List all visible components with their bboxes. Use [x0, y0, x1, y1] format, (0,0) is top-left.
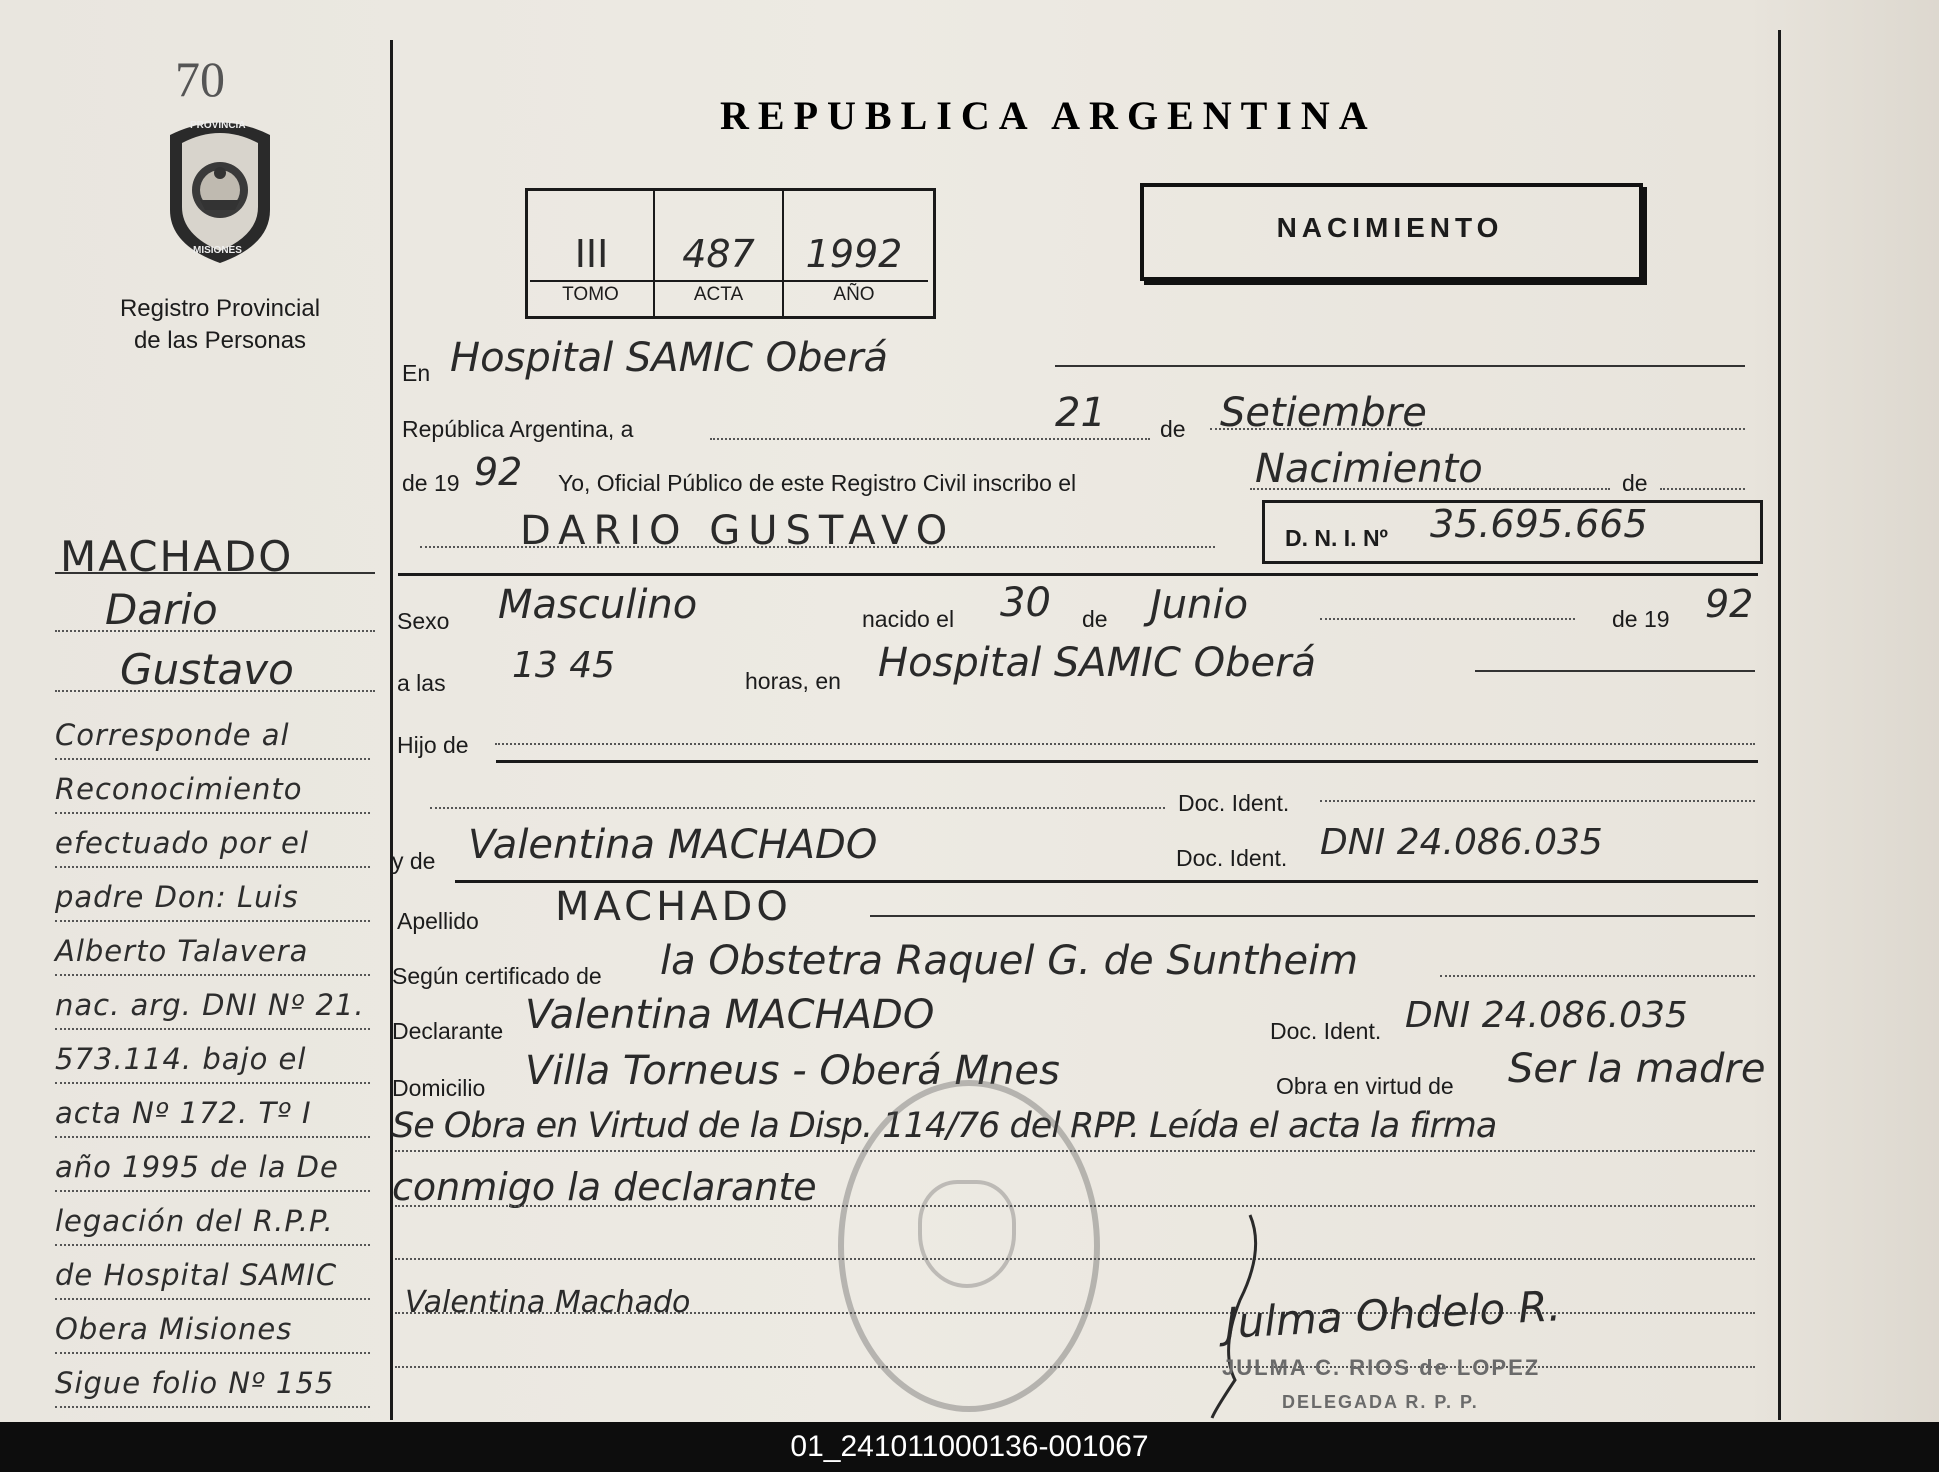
hijo-label: Hijo de	[397, 732, 469, 758]
official-signature: Julma Ohdelo R.	[1223, 1281, 1563, 1348]
birth-year-prefix: de 19	[1612, 606, 1670, 632]
margin-note-line: Sigue folio Nº 155	[55, 1366, 335, 1400]
margin-note-line: padre Don: Luis	[55, 880, 299, 914]
yde-label: y de	[392, 848, 436, 874]
en-value: Hospital SAMIC Oberá	[450, 335, 889, 381]
domicilio-label: Domicilio	[392, 1075, 486, 1101]
nacido-label: nacido el	[862, 606, 955, 632]
margin-line	[55, 974, 370, 976]
form-line	[430, 807, 1165, 809]
margin-note-line: Alberto Talavera	[55, 934, 309, 968]
form-line	[710, 438, 1150, 440]
form-line	[1440, 975, 1755, 977]
form-line	[395, 1366, 1755, 1368]
mother-doc: DNI 24.086.035	[1320, 822, 1603, 863]
margin-line	[55, 630, 375, 632]
page-number: 70	[175, 51, 225, 107]
section-rule	[496, 760, 1758, 763]
official-title: DELEGADA R. P. P.	[1282, 1392, 1479, 1412]
child-name: DARIO GUSTAVO	[520, 508, 956, 554]
obra-value: Ser la madre	[1508, 1046, 1766, 1092]
form-line	[1475, 670, 1755, 672]
margin-note-line: año 1995 de la De	[55, 1150, 339, 1184]
sexo-label: Sexo	[397, 608, 450, 634]
page-title: REPUBLICA ARGENTINA	[720, 93, 1377, 138]
anio-value: 1992	[805, 232, 903, 276]
margin-second-name: Gustavo	[120, 645, 294, 694]
margin-note-line: efectuado por el	[55, 826, 309, 860]
birth-month: Junio	[1150, 582, 1249, 628]
acta-value: 487	[682, 232, 755, 276]
hour-value: 13 45	[512, 645, 616, 686]
de-label3: de	[1082, 606, 1108, 632]
year-value: 92	[474, 450, 523, 494]
section-rule	[455, 880, 1758, 883]
margin-line	[55, 1028, 370, 1030]
form-line	[495, 743, 1755, 745]
sexo-value: Masculino	[498, 582, 698, 628]
tomo-label: TOMO	[562, 284, 619, 305]
margin-line	[55, 920, 370, 922]
emblem-text-bottom: MISIONES	[193, 245, 242, 256]
declarante-signature: Valentina Machado	[405, 1285, 691, 1320]
form-line	[1320, 618, 1575, 620]
birth-day: 30	[1000, 580, 1051, 626]
en-label: En	[402, 360, 431, 386]
margin-surname: MACHADO	[60, 532, 294, 581]
margin-line	[55, 1190, 370, 1192]
emblem-text-top: PROVINCIA	[190, 120, 246, 131]
official-name: JULMA C. RIOS de LOPEZ	[1222, 1355, 1541, 1380]
margin-line	[55, 1082, 370, 1084]
mother-value: Valentina MACHADO	[468, 822, 878, 868]
alas-label: a las	[397, 670, 446, 696]
section-rule	[398, 573, 1758, 576]
dni-value: 35.695.665	[1430, 502, 1648, 546]
margin-line	[55, 866, 370, 868]
doc-label3: Doc. Ident.	[1270, 1018, 1382, 1044]
margin-line	[55, 1244, 370, 1246]
doc-label2: Doc. Ident.	[1176, 845, 1288, 871]
margin-line	[55, 690, 375, 692]
form-line	[1055, 365, 1745, 367]
margin-line	[55, 1298, 370, 1300]
apellido-label: Apellido	[397, 908, 479, 934]
margin-line	[55, 1406, 370, 1408]
note-line2: conmigo la declarante	[392, 1165, 817, 1209]
record-box-line	[530, 280, 928, 282]
declarante-label: Declarante	[392, 1018, 504, 1044]
tomo-value: III	[574, 232, 609, 276]
margin-note-line: Corresponde al	[55, 718, 290, 752]
record-type: NACIMIENTO	[1276, 212, 1504, 243]
margin-note-line: acta Nº 172. Tº I	[55, 1096, 312, 1130]
domicilio-value: Villa Torneus - Oberá Mnes	[525, 1048, 1060, 1094]
acta-label: ACTA	[693, 284, 744, 305]
form-line	[1320, 800, 1755, 802]
year-prefix: de 19	[402, 470, 460, 496]
note-line1: Se Obra en Virtud de la Disp. 114/76 del RPP. Leída el acta la firma	[392, 1106, 1497, 1146]
margin-line	[55, 1136, 370, 1138]
document-id-footer: 01_241011000136-001067	[0, 1422, 1939, 1472]
registry-name-line2: de las Personas	[133, 327, 307, 354]
registry-name-line1: Registro Provincial	[119, 295, 321, 322]
obra-label: Obra en virtud de	[1276, 1073, 1454, 1099]
form-line	[1210, 428, 1745, 430]
margin-note-line: de Hospital SAMIC	[55, 1258, 338, 1292]
margin-line	[55, 812, 370, 814]
declarante-doc: DNI 24.086.035	[1405, 995, 1688, 1036]
margin-note-line: 573.114. bajo el	[55, 1042, 307, 1076]
margin-first-name: Dario	[105, 585, 218, 634]
official-seal-emblem-icon	[918, 1180, 1016, 1288]
dni-label: D. N. I. Nº	[1285, 525, 1388, 551]
anio-label: AÑO	[833, 284, 875, 305]
margin-line	[55, 1352, 370, 1354]
page-edge	[1778, 30, 1781, 1420]
form-line	[1250, 488, 1610, 490]
registry-emblem-icon	[150, 115, 290, 265]
margin-note-line: Obera Misiones	[55, 1312, 293, 1346]
margin-line	[55, 572, 375, 574]
de-label2: de	[1622, 470, 1648, 496]
apellido-value: MACHADO	[555, 884, 792, 930]
form-line	[1660, 488, 1745, 490]
column-divider	[390, 40, 393, 1420]
yo-text: Yo, Oficial Público de este Registro Civil inscribo el	[558, 470, 1077, 496]
act-value: Nacimiento	[1255, 446, 1483, 492]
margin-note-line: legación del R.P.P.	[55, 1204, 334, 1238]
official-signature-stroke	[1210, 1210, 1270, 1420]
doc-label1: Doc. Ident.	[1178, 790, 1290, 816]
declarante-value: Valentina MACHADO	[525, 992, 935, 1038]
form-line	[870, 915, 1755, 917]
de-label: de	[1160, 416, 1186, 442]
day-value: 21	[1055, 390, 1106, 436]
form-line	[420, 546, 1215, 548]
place-value: Hospital SAMIC Oberá	[878, 640, 1317, 686]
month-value: Setiembre	[1220, 390, 1427, 436]
segun-label: Según certificado de	[392, 963, 602, 989]
segun-value: la Obstetra Raquel G. de Suntheim	[660, 938, 1359, 984]
birth-year: 92	[1705, 582, 1754, 626]
horas-label: horas, en	[745, 668, 841, 694]
republica-label: República Argentina, a	[402, 416, 634, 442]
margin-note-line: nac. arg. DNI Nº 21.	[55, 988, 365, 1022]
margin-note-line: Reconocimiento	[55, 772, 303, 806]
margin-line	[55, 758, 370, 760]
